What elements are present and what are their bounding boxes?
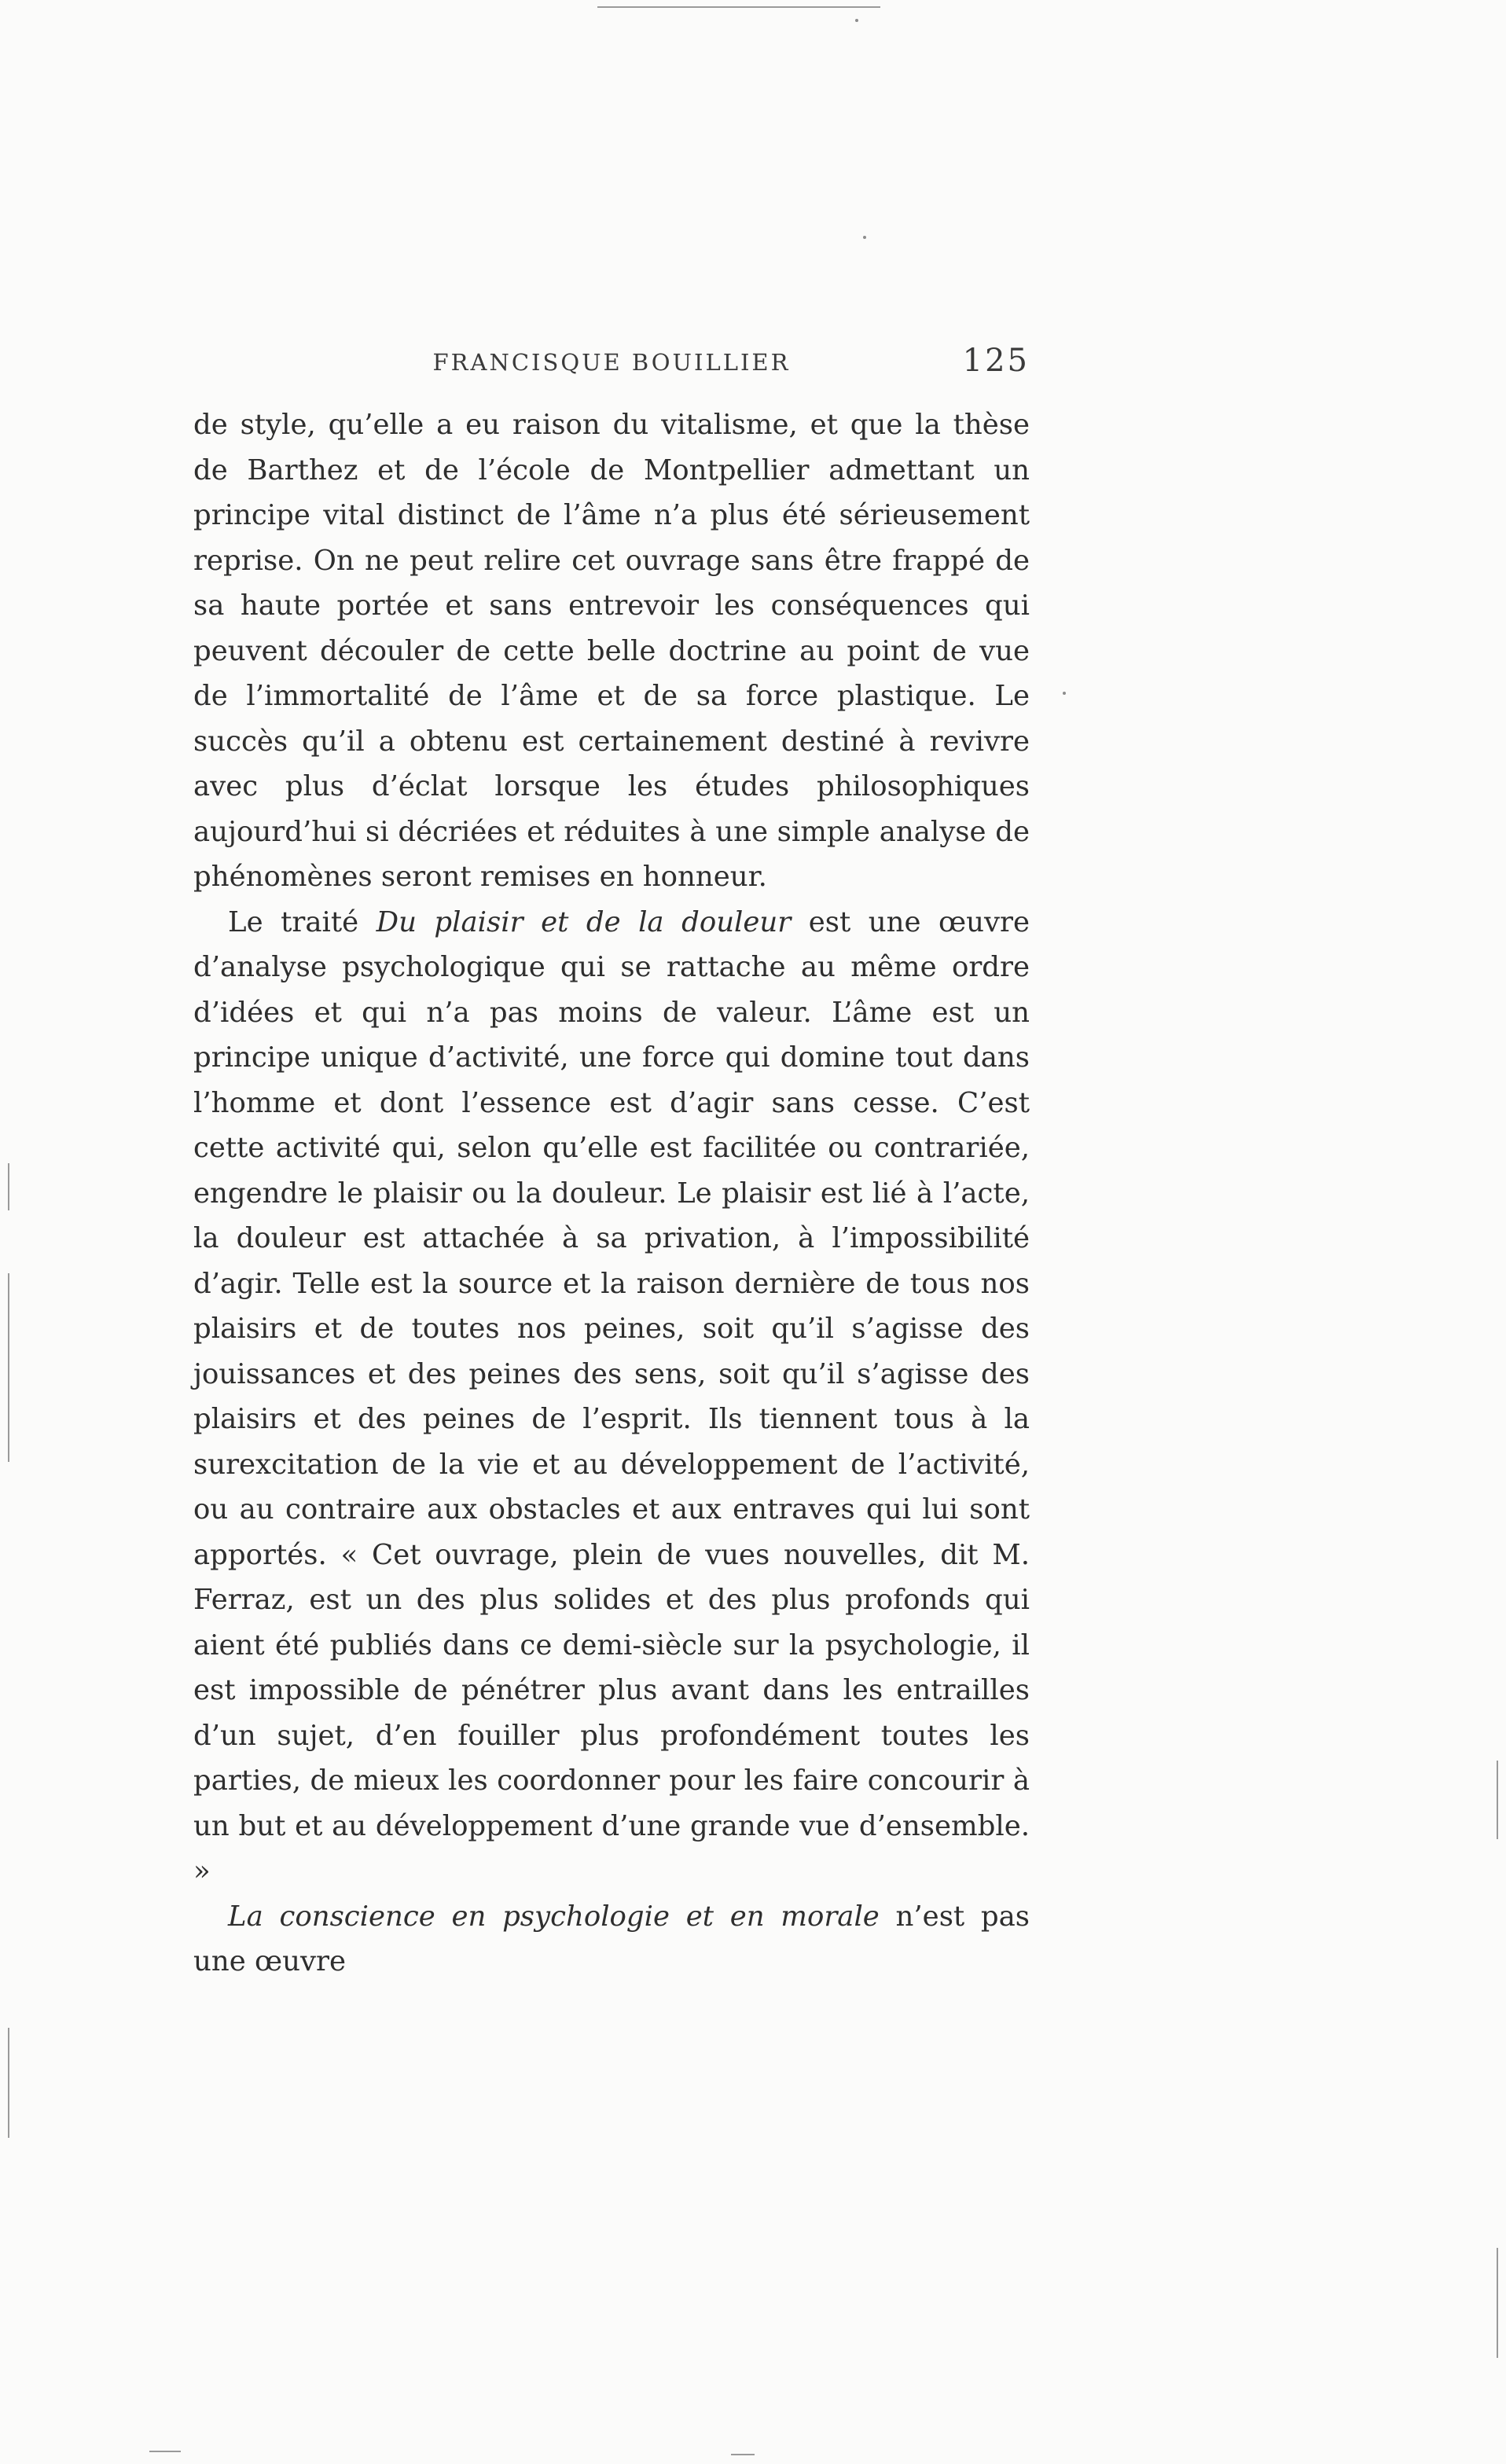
scan-speck <box>863 236 866 239</box>
body-text <box>193 402 1030 1985</box>
running-title: FRANCISQUE BOUILLIER <box>432 349 791 376</box>
scan-speck <box>855 19 858 22</box>
paragraph: La conscience en psychologie et en morale n’est pas une œuvre <box>193 1900 1030 1977</box>
scan-artifact-right <box>1497 1761 1498 1839</box>
italic-title: La conscience en psychologie et en morale <box>228 1900 880 1933</box>
scan-speck <box>1063 692 1066 695</box>
page-number: 125 <box>962 343 1030 379</box>
scan-artifact-left <box>8 1163 9 1210</box>
paragraph: de style, qu’elle a eu raison du vitalisme, et que la thèse de Barthez et de l’école de Montpellier admettant un principe vital distinct de l’âme n’a plus été sérieusement reprise. On ne peut relire cet ouvrage sans être frappé de sa haute portée et sans entrevoir les conséquences qui peuvent découler de cette belle doctrine au point de vue de l’immortalité de l’âme et de sa force plastique. Le succès qu’il a obtenu est certainement destiné à revivre avec plus d’éclat lorsque les études philosophiques aujourd’hui si décriées et réduites à une simple analyse de phénomènes seront remises en honneur. <box>193 409 1030 893</box>
scan-artifact-top <box>597 6 865 8</box>
italic-title: Du plaisir et de la douleur <box>376 905 792 938</box>
page-header <box>193 343 1030 390</box>
paragraph: Le traité Du plaisir et de la douleur est une œuvre d’analyse psychologique qui se rattache au même ordre d’idées et qui n’a pas moins de valeur. L’âme est un principe unique d’activité, une force qui domine tout dans l’homme et dont l’essence est d’agir sans cesse. C’est cette activité qui, selon qu’elle est facilitée ou contrariée, engendre le plaisir ou la douleur. Le plaisir est lié à l’acte, la douleur est attachée à sa privation, à l’impossibilité d’agir. Telle est la source et la raison dernière de tous nos plaisirs et de toutes nos peines, soit qu’il s’agisse des jouissances et des peines des sens, soit qu’il s’agisse des plaisirs et des peines de l’esprit. Ils tiennent tous à la surexcitation de la vie et au développement de l’activité, ou au contraire aux obstacles et aux entraves qui lui sont apportés. « Cet ouvrage, plein de vues nouvelles, dit M. Ferraz, est un des plus solides et des plus profonds qui aient été publiés dans ce demi-siècle sur la psychologie, il est impossible de pénétrer plus avant dans les entrailles d’un sujet, d’en fouiller plus profondément toutes les parties, de mieux les coordonner pour les faire concourir à un but et au développement d’une grande vue d’ensemble. » <box>193 905 1030 1887</box>
scan-artifact-left-lower <box>8 2028 9 2138</box>
scan-artifact-left-long <box>8 1273 9 1462</box>
scan-artifact-bottom-center <box>731 2454 755 2455</box>
scan-artifact-right-lower <box>1497 2248 1498 2358</box>
scan-artifact-bottom <box>149 2451 181 2452</box>
scan-artifact-top-short <box>833 6 880 8</box>
